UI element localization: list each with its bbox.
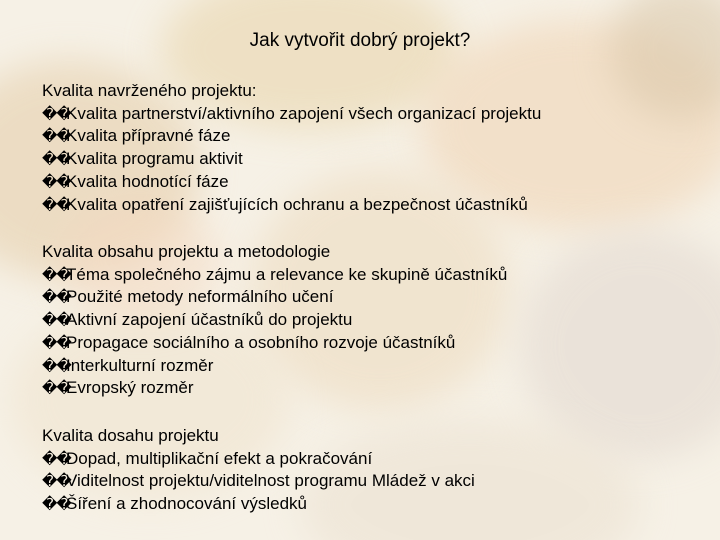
list-item (42, 377, 702, 400)
section-heading: Kvalita obsahu projektu a metodologie (42, 242, 331, 261)
list-item (42, 194, 702, 217)
list-item (42, 332, 702, 355)
bullet-icon: �� (42, 265, 71, 284)
list-item-text: Kvalita partnerství/aktivního zapojení všech organizací projektu (66, 103, 542, 123)
bullet-icon: �� (42, 150, 71, 169)
list-item-text: Použité metody neformálního učení (66, 287, 334, 307)
list-item-text: Kvalita přípravné fáze (66, 126, 231, 146)
list-item (42, 103, 702, 126)
list-item (42, 355, 702, 378)
bullet-icon: �� (42, 104, 71, 123)
list-item (42, 309, 702, 332)
list-item (42, 286, 702, 309)
list-item (42, 148, 702, 171)
slide-title: Jak vytvořit dobrý projekt? (249, 30, 471, 51)
list-item-text: Téma společného zájmu a relevance ke skupině účastníků (66, 264, 508, 284)
bullet-icon: �� (42, 195, 71, 214)
list-item (42, 171, 702, 194)
bullet-icon: �� (42, 356, 71, 375)
list-item (42, 264, 702, 287)
list-item (42, 470, 702, 493)
section-heading: Kvalita dosahu projektu (42, 426, 219, 445)
section-project-reach (42, 425, 702, 516)
bullet-icon: �� (42, 311, 71, 330)
list-item (42, 493, 702, 516)
list-item-text: Interkulturní rozměr (66, 355, 214, 375)
bullet-icon: �� (42, 288, 71, 307)
list-item-text: Šíření a zhodnocování výsledků (66, 494, 307, 514)
list-item-text: Kvalita opatření zajišťujících ochranu a bezpečnost účastníků (66, 194, 528, 214)
list-item-text: Kvalita hodnotící fáze (66, 171, 229, 191)
bullet-icon: �� (42, 379, 71, 398)
list-item-text: Propagace sociálního a osobního rozvoje účastníků (66, 332, 456, 352)
list-item-text: Kvalita programu aktivit (66, 149, 243, 169)
bullet-icon: �� (42, 127, 71, 146)
section-content-methodology (42, 241, 702, 400)
section-project-design (42, 80, 702, 216)
list-item (42, 448, 702, 471)
bullet-icon: �� (42, 172, 71, 191)
bullet-icon: �� (42, 495, 71, 514)
list-item-text: Evropský rozměr (66, 378, 194, 398)
section-heading: Kvalita navrženého projektu: (42, 81, 257, 100)
bullet-icon: �� (42, 472, 71, 491)
list-item (42, 125, 702, 148)
bullet-icon: �� (42, 449, 71, 468)
bullet-icon: �� (42, 333, 71, 352)
list-item-text: Viditelnost projektu/viditelnost programu Mládež v akci (66, 471, 475, 491)
list-item-text: Dopad, multiplikační efekt a pokračování (66, 448, 373, 468)
list-item-text: Aktivní zapojení účastníků do projektu (66, 310, 353, 330)
